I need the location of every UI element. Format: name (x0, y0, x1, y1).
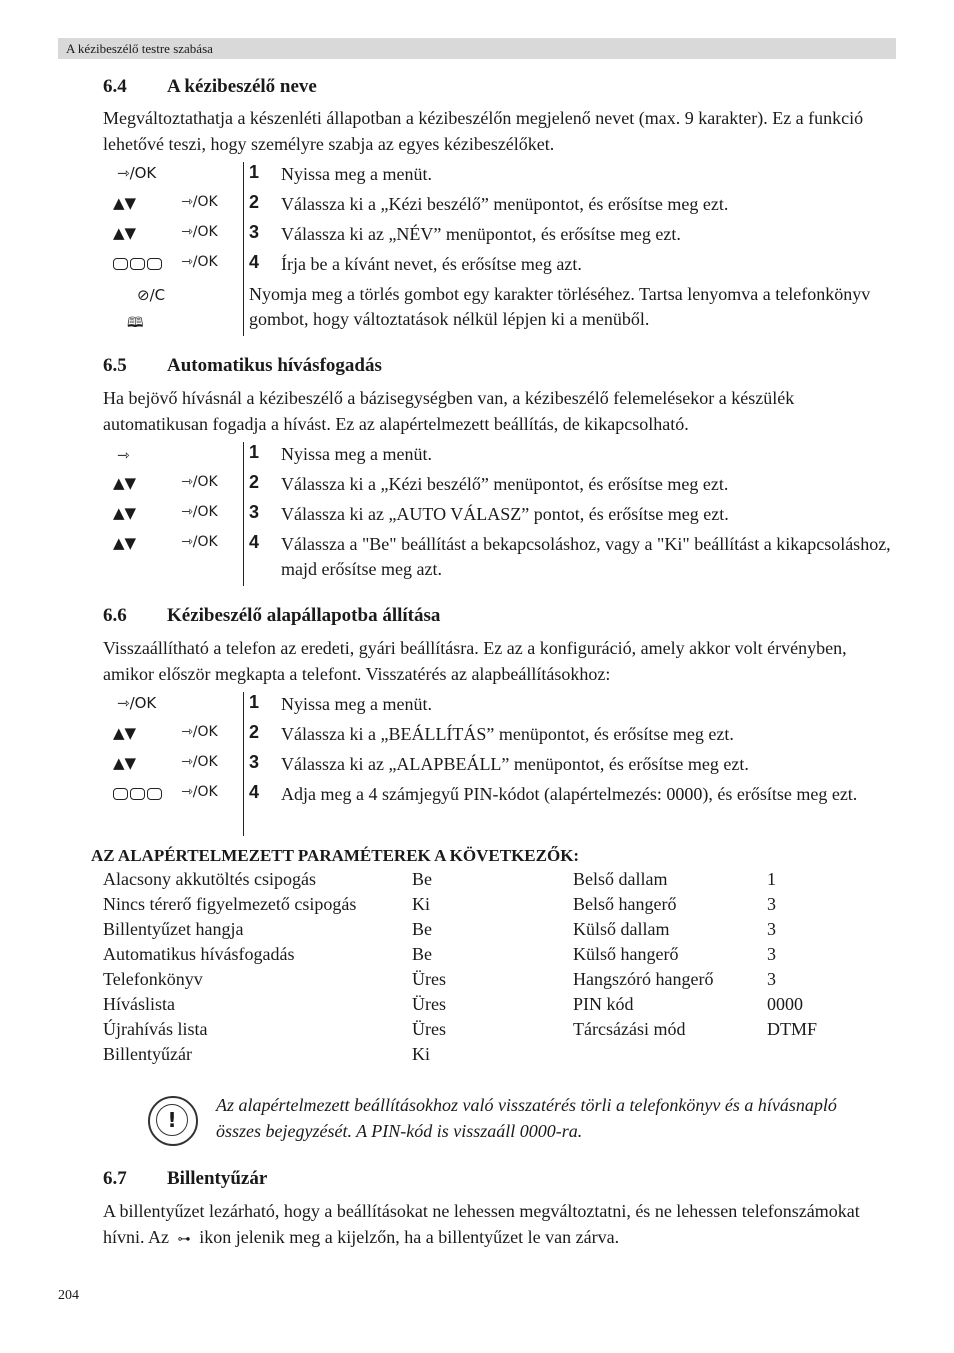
step-number: 1 (249, 442, 260, 462)
up-down-arrows-icon: ▲▼ (113, 224, 137, 242)
menu-ok-icon: ⇾/OK (117, 164, 157, 182)
up-down-arrows-icon: ▲▼ (113, 474, 137, 492)
menu-icon: ⇾ (117, 446, 130, 464)
intro-text: A billentyűzet lezárható, hogy a beállításokat ne lehessen megváltoztatni, és ne lehessen telefonszámokat hívni. Az (103, 1201, 860, 1247)
note-text: Nyomja meg a törlés gombot egy karakter törléséhez. Tartsa lenyomva a telefonkönyv gombot, hogy változtatások nélkül lépjen ki a menüből. (249, 284, 871, 329)
section-heading: Kézibeszélő alapállapotba állítása (167, 605, 441, 626)
step-text: Válassza ki a „Kézi beszélő” menüpontot, és erősítse meg ezt. (281, 474, 729, 494)
phonebook-icon: 🕮 (127, 315, 144, 331)
param-value: Ki (412, 894, 430, 914)
up-down-arrows-icon: ▲▼ (113, 194, 137, 212)
menu-ok-icon: ⇾/OK (181, 504, 218, 520)
param-value: 0000 (767, 994, 803, 1014)
param-value: 3 (767, 969, 776, 989)
step-row (103, 222, 898, 252)
param-name: Nincs térerő figyelmezető csipogás (103, 894, 357, 914)
step-number: 3 (249, 222, 260, 242)
section-6-6-steps (103, 692, 898, 838)
step-text: Válassza a "Be" beállítást a bekapcsoláshoz, vagy a "Ki" beállítást a kikapcsoláshoz, majd erősítse meg azt. (281, 534, 891, 579)
param-name: Alacsony akkutöltés csipogás (103, 869, 316, 889)
up-down-arrows-icon: ▲▼ (113, 724, 137, 742)
step-text: Válassza ki a „BEÁLLÍTÁS” menüpontot, és erősítse meg ezt. (281, 724, 734, 744)
up-down-arrows-icon: ▲▼ (113, 754, 137, 772)
section-6-6-title (103, 605, 440, 627)
delete-c-icon: ⊘/C (137, 286, 166, 304)
step-number: 2 (249, 192, 260, 212)
exclamation-icon: ! (156, 1104, 188, 1136)
step-row (103, 442, 898, 472)
param-name: Újrahívás lista (103, 1019, 208, 1039)
step-text: Nyissa meg a menüt. (281, 444, 432, 464)
step-row (103, 532, 898, 586)
keypad-keys-icon (113, 784, 162, 802)
up-down-arrows-icon: ▲▼ (113, 534, 137, 552)
param-value: 3 (767, 894, 776, 914)
intro-text: ikon jelenik meg a kijelzőn, ha a billentyűzet le van zárva. (199, 1227, 620, 1247)
menu-ok-icon: ⇾/OK (181, 534, 218, 550)
up-down-arrows-icon: ▲▼ (113, 504, 137, 522)
menu-ok-icon: ⇾/OK (181, 724, 218, 740)
section-number: 6.7 (103, 1168, 127, 1189)
section-number: 6.4 (103, 76, 127, 97)
section-6-4-intro: Megváltoztathatja a készenléti állapotban a kézibeszélőn megjelenő nevet (max. 9 karakter). Ez a funkció lehetővé teszi, hogy személyre szabja az egyes kézibeszélőket. (103, 108, 864, 154)
section-6-5-title (103, 355, 382, 377)
step-number: 1 (249, 692, 260, 712)
param-name: Billentyűzár (103, 1044, 192, 1064)
param-value: Ki (412, 1044, 430, 1064)
step-text: Nyissa meg a menüt. (281, 694, 432, 714)
param-value: 3 (767, 919, 776, 939)
section-6-5-intro: Ha bejövő hívásnál a kézibeszélő a bázisegységben van, a kézibeszélő felemelésekor a készülék automatikusan fogadja a hívást. Ez az alapértelmezett beállítás, de kikapcsolható. (103, 388, 795, 434)
warning-icon (148, 1096, 198, 1146)
step-number: 4 (249, 532, 260, 552)
step-text: Adja meg a 4 számjegyű PIN-kódot (alapértelmezés: 0000), és erősítse meg ezt. (281, 784, 858, 804)
menu-ok-icon: ⇾/OK (181, 224, 218, 240)
section-heading: A kézibeszélő neve (167, 76, 317, 97)
param-value: 3 (767, 944, 776, 964)
param-name: Belső dallam (573, 869, 668, 889)
defaults-title: AZ ALAPÉRTELMEZETT PARAMÉTEREK A KÖVETKEZŐK: (91, 846, 580, 865)
step-row (103, 692, 898, 722)
note-row (103, 282, 898, 336)
step-text: Válassza ki a „Kézi beszélő” menüpontot, és erősítse meg ezt. (281, 194, 729, 214)
warning-text: Az alapértelmezett beállításokhoz való visszatérés törli a telefonkönyv és a hívásnapló összes bejegyzését. A PIN-kód is visszaáll 0000-ra. (216, 1095, 837, 1141)
key-lock-icon: ⊶ (173, 1232, 195, 1247)
step-text: Írja be a kívánt nevet, és erősítse meg azt. (281, 254, 582, 274)
step-row (103, 502, 898, 532)
param-name: Híváslista (103, 994, 175, 1014)
menu-ok-icon: ⇾/OK (181, 254, 218, 270)
section-number: 6.6 (103, 605, 127, 626)
running-title: A kézibeszélő testre szabása (66, 41, 213, 56)
step-row (103, 782, 898, 836)
step-number: 1 (249, 162, 260, 182)
step-row (103, 722, 898, 752)
section-6-7-title (103, 1168, 267, 1190)
step-row (103, 252, 898, 282)
section-6-4-steps (103, 162, 898, 338)
param-value: 1 (767, 869, 776, 889)
step-text: Válassza ki az „ALAPBEÁLL” menüpontot, és erősítse meg ezt. (281, 754, 749, 774)
step-number: 4 (249, 782, 260, 802)
param-name: Hangszóró hangerő (573, 969, 714, 989)
param-value: Üres (412, 969, 446, 989)
menu-ok-icon: ⇾/OK (181, 754, 218, 770)
step-text: Válassza ki az „NÉV” menüpontot, és erősítse meg ezt. (281, 224, 681, 244)
section-number: 6.5 (103, 355, 127, 376)
param-name: Automatikus hívásfogadás (103, 944, 295, 964)
step-number: 3 (249, 502, 260, 522)
param-name: Külső hangerő (573, 944, 679, 964)
param-value: Be (412, 944, 432, 964)
param-value: DTMF (767, 1019, 818, 1039)
step-row (103, 162, 898, 192)
section-6-6-intro: Visszaállítható a telefon az eredeti, gyári beállításra. Ez az a konfiguráció, amely akkor volt érvényben, amikor először megkapta a telefont. Visszatérés az alapbeállításokhoz: (103, 638, 847, 684)
page-number: 204 (58, 1288, 79, 1303)
menu-ok-icon: ⇾/OK (181, 784, 218, 800)
section-6-7-intro (103, 1198, 898, 1253)
section-heading: Automatikus hívásfogadás (167, 355, 382, 376)
section-heading: Billentyűzár (167, 1168, 268, 1189)
keypad-keys-icon (113, 254, 162, 272)
param-name: Tárcsázási mód (573, 1019, 686, 1039)
step-text: Nyissa meg a menüt. (281, 164, 432, 184)
menu-ok-icon: ⇾/OK (181, 194, 218, 210)
param-value: Be (412, 919, 432, 939)
menu-ok-icon: ⇾/OK (117, 694, 157, 712)
step-number: 3 (249, 752, 260, 772)
param-value: Üres (412, 1019, 446, 1039)
step-number: 4 (249, 252, 260, 272)
param-value: Be (412, 869, 432, 889)
menu-ok-icon: ⇾/OK (181, 474, 218, 490)
step-text: Válassza ki az „AUTO VÁLASZ” pontot, és erősítse meg ezt. (281, 504, 729, 524)
param-name: Telefonkönyv (103, 969, 203, 989)
step-row (103, 192, 898, 222)
step-row (103, 472, 898, 502)
running-header (58, 38, 896, 59)
section-6-5-steps (103, 442, 898, 588)
param-name: PIN kód (573, 994, 634, 1014)
param-name: Billentyűzet hangja (103, 919, 244, 939)
section-6-4-title (103, 76, 317, 98)
param-value: Üres (412, 994, 446, 1014)
step-row (103, 752, 898, 782)
param-name: Külső dallam (573, 919, 670, 939)
step-number: 2 (249, 722, 260, 742)
step-number: 2 (249, 472, 260, 492)
param-name: Belső hangerő (573, 894, 677, 914)
